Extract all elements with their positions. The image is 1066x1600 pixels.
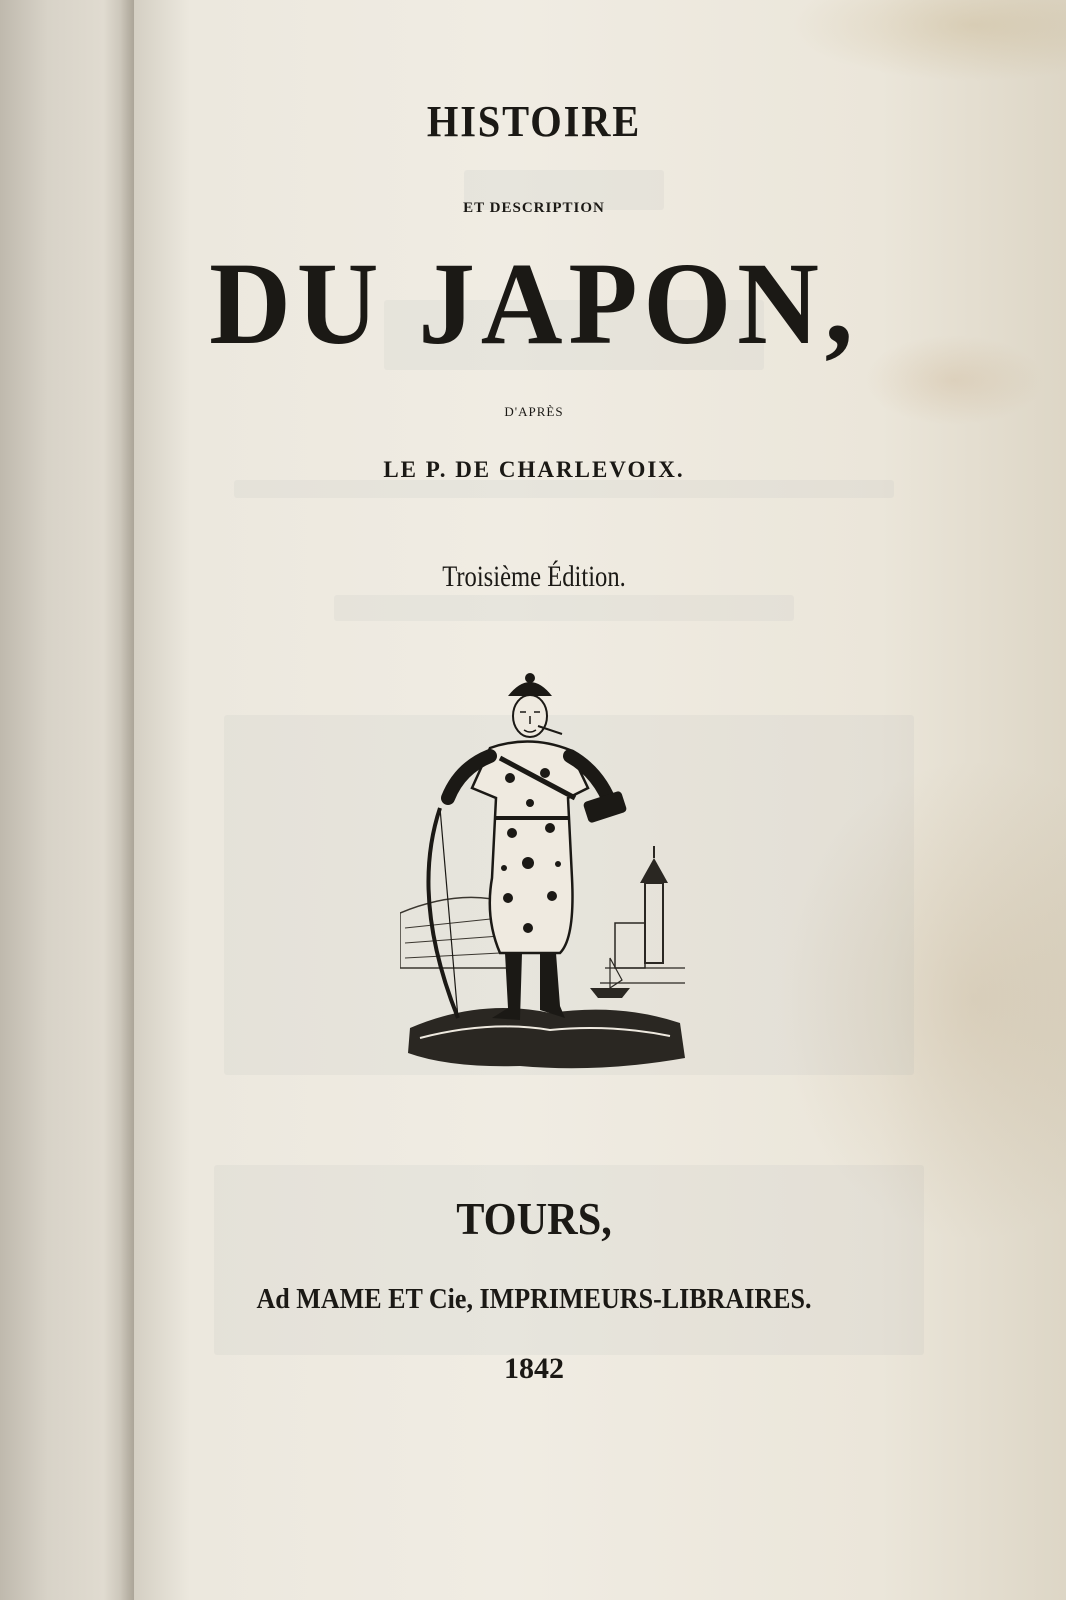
imprint-city: TOURS, <box>456 1193 612 1244</box>
imprint-year: 1842 <box>504 1352 564 1385</box>
title-page <box>134 0 1066 1600</box>
dapres-label: D'APRÈS <box>504 404 564 419</box>
edition-label: Troisième Édition. <box>442 560 626 593</box>
previous-leaf <box>0 0 139 1600</box>
title-et-description: ET DESCRIPTION <box>463 200 605 216</box>
author-name: LE P. DE CHARLEVOIX. <box>383 457 685 482</box>
title-block <box>134 0 1066 1600</box>
title-histoire: HISTOIRE <box>426 97 642 146</box>
imprint-publisher: Ad MAME ET Cie, IMPRIMEURS-LIBRAIRES. <box>256 1284 812 1315</box>
title-du-japon: DU JAPON, <box>209 238 859 369</box>
engraved-figure-with-bow-icon <box>400 668 690 1076</box>
